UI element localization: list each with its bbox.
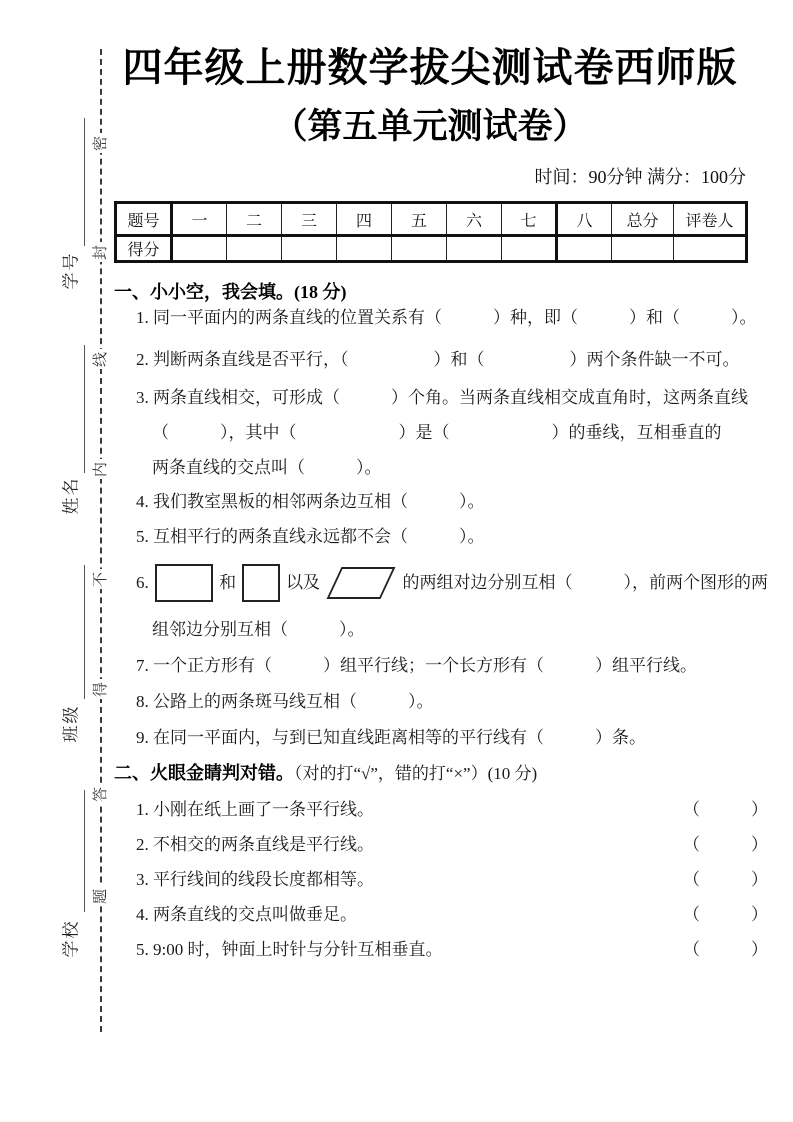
score-cell (502, 236, 557, 262)
tf-text: 4. 两条直线的交点叫做垂足。 (136, 905, 357, 924)
paper-title: 四年级上册数学拔尖测试卷西师版 (122, 46, 738, 90)
question-1: 1. 同一平面内的两条直线的位置关系有（ ）种，即（ ）和（ ）。 (136, 308, 757, 327)
name-label (57, 471, 81, 519)
question-2: 2. 判断两条直线是否平行，（ ）和（ ）两个条件缺一不可。 (136, 350, 740, 369)
header-cell-2: 二 (227, 203, 282, 236)
seal-char-de (90, 679, 110, 699)
score-cell (172, 236, 227, 262)
section2-heading-note: （对的打“√”，错的打“×”）(10 分) (294, 764, 538, 783)
score-cell (337, 236, 392, 262)
student-number-blank-line (84, 118, 85, 246)
field-label-text: 姓名 (61, 476, 81, 514)
section2-heading (114, 759, 746, 787)
score-row-label: 得分 (116, 236, 172, 262)
field-label-text: 学校 (61, 919, 81, 957)
header-cell-total: 总分 (612, 203, 674, 236)
tf-item-1 (114, 797, 768, 823)
tf-answer-blank: （ ） (683, 835, 768, 854)
score-cell (227, 236, 282, 262)
field-label-text: 班级 (61, 704, 81, 742)
tf-answer-blank: （ ） (683, 905, 768, 924)
header-cell-3: 三 (282, 203, 337, 236)
tf-answer-blank: （ ） (683, 940, 768, 959)
rectangle-shape (155, 564, 213, 602)
header-cell-6: 六 (447, 203, 502, 236)
question-6-number: 6. (136, 573, 149, 592)
question-8: 8. 公路上的两条斑马线互相（ ）。 (136, 692, 434, 711)
question-9: 9. 在同一平面内，与到已知直线距离相等的平行线有（ ）条。 (136, 728, 646, 747)
score-cell (392, 236, 447, 262)
school-blank-line (84, 790, 85, 912)
question-6-rest: 的两组对边分别互相（ ），前两个图形的两 (402, 573, 768, 592)
seal-char-feng (90, 242, 110, 262)
header-cell-5: 五 (392, 203, 447, 236)
question-6-line1 (114, 560, 768, 606)
seal-char-bu (90, 569, 110, 589)
class-blank-line (84, 565, 85, 699)
question-7: 7. 一个正方形有（ ）组平行线；一个长方形有（ ）组平行线。 (136, 656, 697, 675)
tf-text: 5. 9:00 时，钟面上时针与分针互相垂直。 (136, 940, 443, 959)
name-blank-line (84, 345, 85, 473)
field-label-text: 学号 (61, 251, 81, 289)
tf-answer-blank: （ ） (683, 800, 768, 819)
square-shape (242, 564, 280, 602)
header-cell-timu: 题号 (116, 203, 172, 236)
section2-heading-main: 二、火眼金睛判对错。 (114, 763, 294, 783)
seal-char-text: 题 (93, 888, 110, 904)
tf-item-5 (114, 937, 768, 963)
seal-char-text: 封 (93, 244, 110, 260)
tf-item-4 (114, 902, 768, 928)
question-3-line1: 3. 两条直线相交，可形成（ ）个角。当两条直线相交成直角时，这两条直线 (136, 388, 748, 407)
student-number-label (57, 246, 81, 294)
tf-text: 1. 小刚在纸上画了一条平行线。 (136, 800, 374, 819)
question-6-line2: 组邻边分别互相（ ）。 (152, 620, 365, 639)
tf-item-2 (114, 832, 768, 858)
seal-dashed-line (100, 49, 102, 1032)
question-6-and: 和 (219, 573, 237, 592)
header-cell-1: 一 (172, 203, 227, 236)
question-4: 4. 我们教室黑板的相邻两条边互相（ ）。 (136, 492, 485, 511)
score-table-header-row (116, 203, 747, 236)
seal-char-xian (90, 349, 110, 369)
header-cell-grader: 评卷人 (674, 203, 747, 236)
score-cell (447, 236, 502, 262)
seal-char-text: 得 (93, 681, 110, 697)
seal-char-da (90, 784, 110, 804)
tf-item-3 (114, 867, 768, 893)
header-cell-4: 四 (337, 203, 392, 236)
score-table-score-row (116, 236, 747, 262)
seal-char-mi (90, 133, 110, 153)
seal-char-ti (90, 886, 110, 906)
header-cell-7: 七 (502, 203, 557, 236)
question-5: 5. 互相平行的两条直线永远都不会（ ）。 (136, 527, 485, 546)
question-3-line3: 两条直线的交点叫（ ）。 (152, 458, 382, 477)
parallelogram-shape (327, 567, 396, 599)
tf-text: 2. 不相交的两条直线是平行线。 (136, 835, 374, 854)
score-table (114, 201, 748, 263)
question-3-line2: （ ），其中（ ）是（ ）的垂线，互相垂直的 (152, 423, 722, 442)
paper-subtitle: （第五单元测试卷） (272, 107, 588, 146)
time-and-score-info: 时间：90分钟 满分：100分 (534, 167, 746, 187)
school-label (57, 914, 81, 962)
question-6-yiji: 以及 (286, 573, 321, 592)
score-cell (674, 236, 747, 262)
class-label (57, 699, 81, 747)
score-cell (557, 236, 612, 262)
score-cell (612, 236, 674, 262)
tf-text: 3. 平行线间的线段长度都相等。 (136, 870, 374, 889)
seal-char-text: 答 (93, 786, 110, 802)
seal-char-text: 密 (93, 135, 110, 151)
section1-heading: 一、小小空，我会填。(18 分) (114, 282, 347, 302)
tf-answer-blank: （ ） (683, 870, 768, 889)
seal-char-text: 内 (93, 461, 110, 477)
score-cell (282, 236, 337, 262)
seal-char-text: 线 (93, 351, 110, 367)
seal-char-nei (90, 459, 110, 479)
header-cell-8: 八 (557, 203, 612, 236)
seal-char-text: 不 (93, 571, 110, 587)
